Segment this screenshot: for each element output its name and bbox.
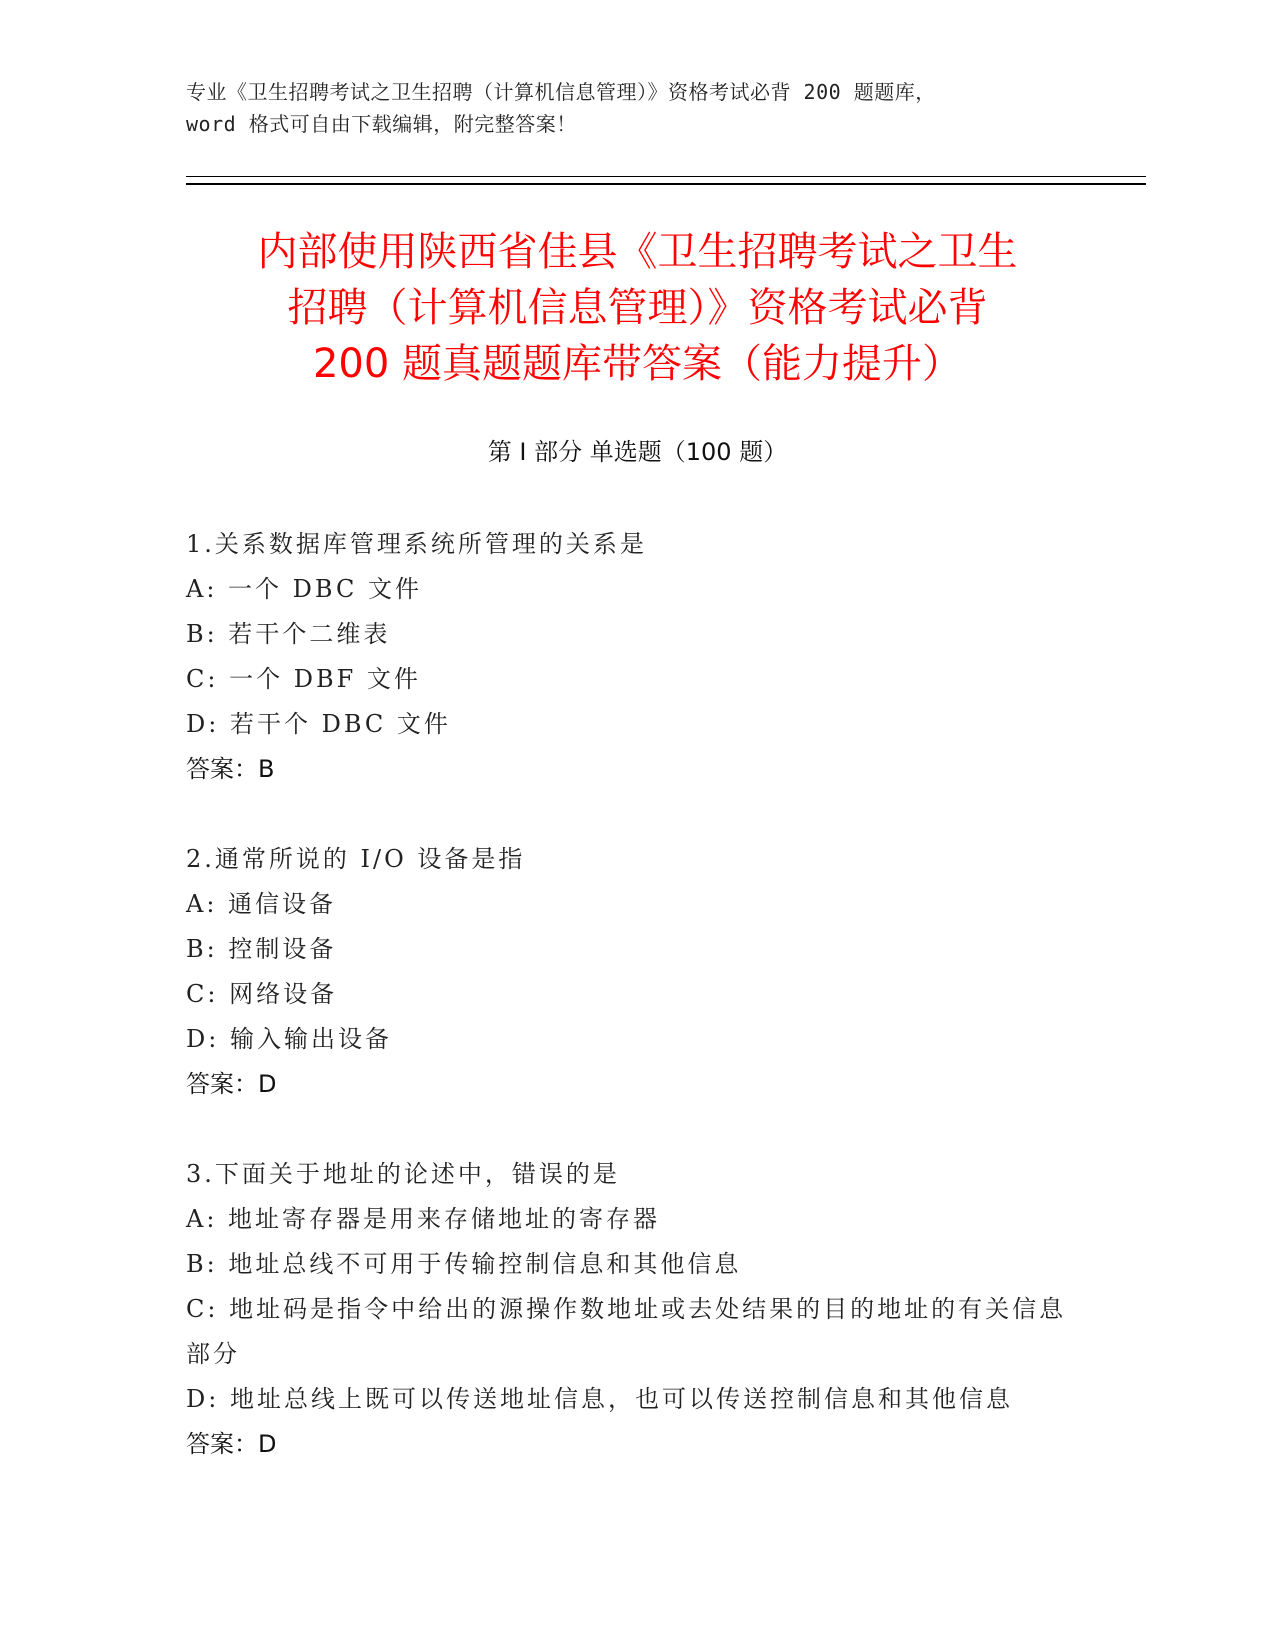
- option-a: A: 通信设备: [186, 890, 337, 918]
- option-a: A: 一个 DBC 文件: [186, 575, 422, 603]
- question-stem: 2.通常所说的 I/O 设备是指: [186, 845, 526, 873]
- question-list: [186, 522, 1086, 1467]
- option-a: A: 地址寄存器是用来存储地址的寄存器: [186, 1205, 661, 1233]
- option-d: D: 输入输出设备: [186, 1025, 392, 1053]
- option-c: C: 地址码是指令中给出的源操作数地址或去处结果的目的地址的有关信息部分: [186, 1295, 1067, 1368]
- option-d: D: 地址总线上既可以传送地址信息，也可以传送控制信息和其他信息: [186, 1385, 1013, 1413]
- title-line-2: 招聘（计算机信息管理）》资格考试必背: [287, 285, 988, 331]
- answer: 答案：B: [186, 755, 275, 783]
- option-d: D: 若干个 DBC 文件: [186, 710, 451, 738]
- header-note: [186, 76, 1086, 140]
- header-note-line-1: 专业《卫生招聘考试之卫生招聘（计算机信息管理）》资格考试必背 200 题题库，: [186, 80, 936, 104]
- question-spacer: [186, 792, 1086, 837]
- question-spacer: [186, 1107, 1086, 1152]
- document-title: [130, 224, 1145, 392]
- question-2: [186, 837, 1086, 1107]
- option-b: B: 控制设备: [186, 935, 337, 963]
- header-note-line-2: word 格式可自由下载编辑，附完整答案！: [186, 112, 577, 136]
- option-c: C: 网络设备: [186, 980, 338, 1008]
- question-3: [186, 1152, 1086, 1467]
- question-1: [186, 522, 1086, 792]
- option-c: C: 一个 DBF 文件: [186, 665, 421, 693]
- header-divider-top: [186, 176, 1146, 177]
- question-stem: 1.关系数据库管理系统所管理的关系是: [186, 530, 647, 558]
- title-line-1: 内部使用陕西省佳县《卫生招聘考试之卫生: [257, 229, 1018, 275]
- question-stem: 3.下面关于地址的论述中，错误的是: [186, 1160, 620, 1188]
- option-b: B: 若干个二维表: [186, 620, 391, 648]
- answer: 答案：D: [186, 1430, 277, 1458]
- title-line-3: 200 题真题题库带答案（能力提升）: [312, 341, 963, 387]
- answer: 答案：D: [186, 1070, 277, 1098]
- option-b: B: 地址总线不可用于传输控制信息和其他信息: [186, 1250, 742, 1278]
- header-divider-bottom: [186, 183, 1146, 185]
- section-heading: 第 I 部分 单选题（100 题）: [487, 438, 788, 466]
